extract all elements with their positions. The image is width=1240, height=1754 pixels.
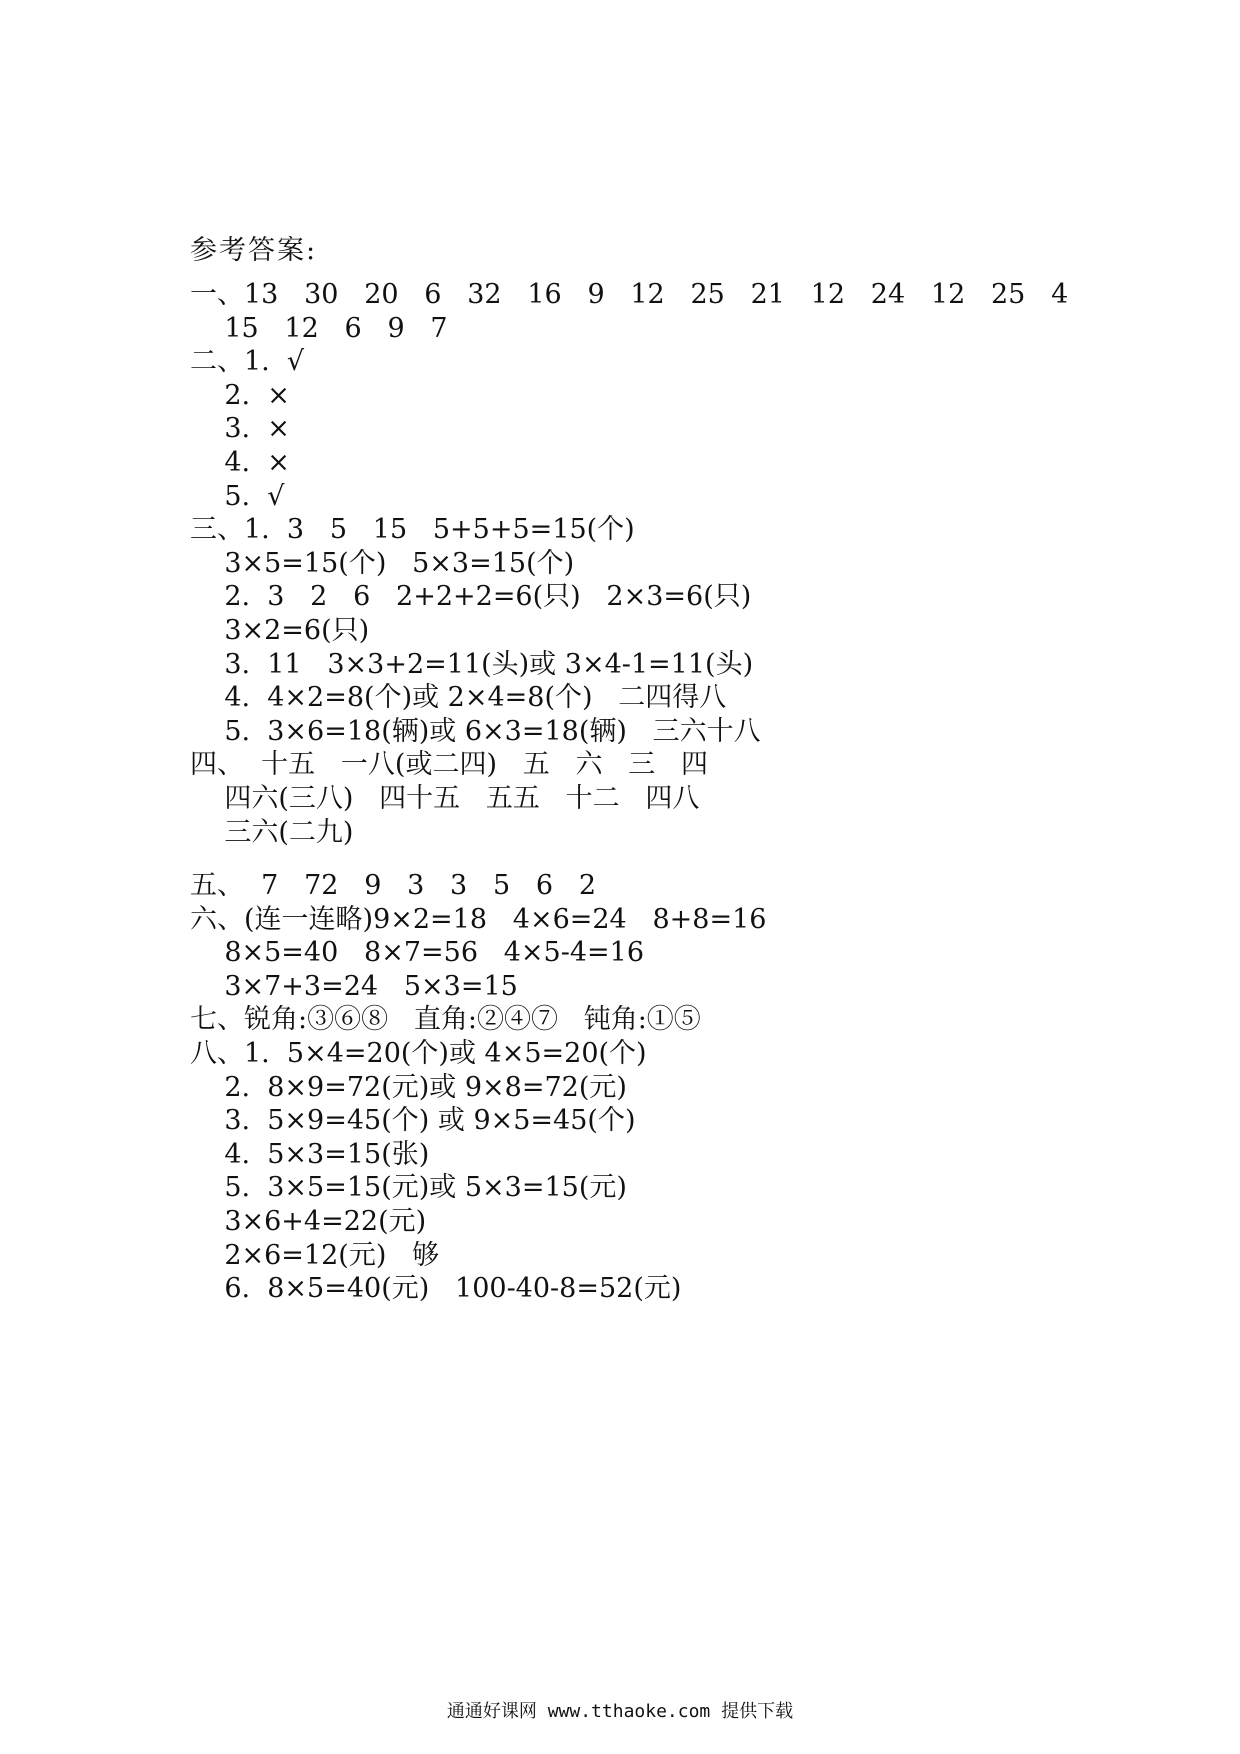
answer-line: 6. 8×5=40(元) 100-40-8=52(元) [190, 1273, 682, 1305]
answer-list [190, 278, 1190, 1306]
answer-line: 三、1. 3 5 15 5+5+5=15(个) [190, 514, 635, 546]
answer-line: 4. 4×2=8(个)或 2×4=8(个) 二四得八 [190, 682, 727, 714]
footer-text: 通通好课网 www.tthaoke.com 提供下载 [446, 1701, 794, 1722]
answer-line: 5. 3×6=18(辆)或 6×3=18(辆) 三六十八 [190, 715, 761, 747]
answer-line: 八、1. 5×4=20(个)或 4×5=20(个) [190, 1038, 647, 1070]
answer-line: 2. 8×9=72(元)或 9×8=72(元) [190, 1071, 627, 1103]
answer-line: 8×5=40 8×7=56 4×5-4=16 [190, 937, 645, 969]
answer-line: 三六(二九) [190, 816, 354, 848]
answer-line: 四六(三八) 四十五 五五 十二 四八 [190, 782, 700, 814]
answer-line: 4. × [190, 446, 290, 478]
answer-line: 5. 3×5=15(元)或 5×3=15(元) [190, 1172, 627, 1204]
answer-line: 七、锐角:③⑥⑧ 直角:②④⑦ 钝角:①⑤ [190, 1004, 701, 1036]
answer-line: 3. 5×9=45(个) 或 9×5=45(个) [190, 1105, 636, 1137]
answer-line: 2. 3 2 6 2+2+2=6(只) 2×3=6(只) [190, 581, 752, 613]
answer-line: 3×5=15(个) 5×3=15(个) [190, 547, 575, 579]
answer-line: 3. 11 3×3+2=11(头)或 3×4-1=11(头) [190, 648, 754, 680]
answer-line: 一、13 30 20 6 32 16 9 12 25 21 12 24 12 25 4 [190, 279, 1069, 310]
answer-line: 3×7+3=24 5×3=15 [190, 970, 518, 1002]
answer-line: 15 12 6 9 7 [190, 312, 448, 344]
answer-line: 二、1. √ [190, 346, 305, 378]
answer-line: 四、 十五 一八(或二四) 五 六 三 四 [190, 749, 708, 781]
answer-line: 3. × [190, 413, 290, 445]
answer-line: 五、 7 72 9 3 3 5 6 2 [190, 870, 597, 902]
answer-line: 3×6+4=22(元) [190, 1206, 427, 1238]
answer-line: 3×2=6(只) [190, 614, 370, 646]
answer-line: 5. √ [190, 480, 285, 512]
page-title: 参考答案: [190, 235, 318, 266]
section-gap [190, 849, 1190, 869]
answer-line: 2×6=12(元) 够 [190, 1239, 440, 1271]
answer-line: 2. × [190, 379, 290, 411]
answer-line: 六、(连一连略)9×2=18 4×6=24 8+8=16 [190, 903, 767, 935]
answer-line: 4. 5×3=15(张) [190, 1138, 430, 1170]
